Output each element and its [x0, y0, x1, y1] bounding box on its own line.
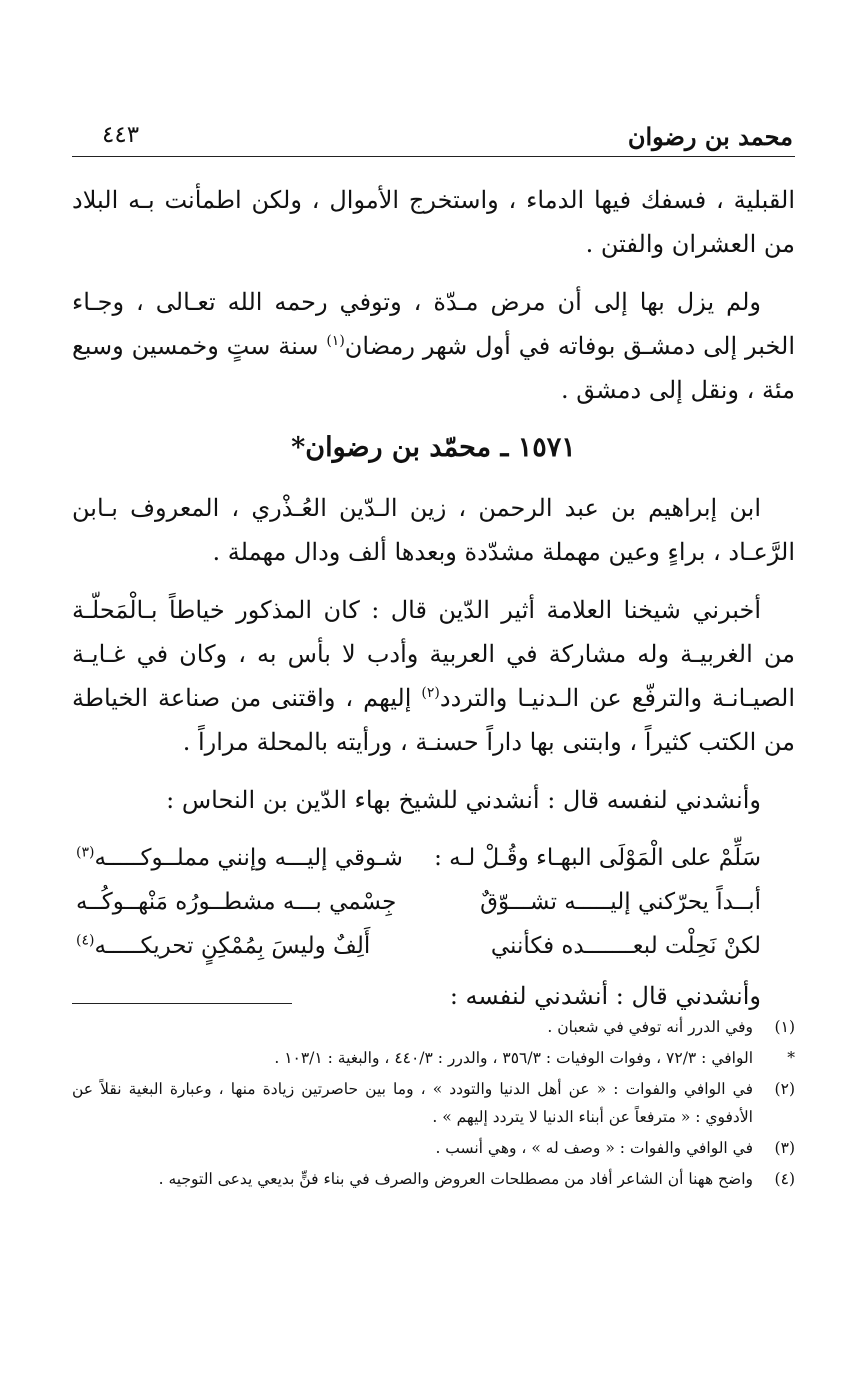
paragraph-text: وأنشدني قال : أنشدني لنفسه : [449, 982, 761, 1010]
footnote-ref-3[interactable]: (٣) [76, 844, 95, 861]
footnote-text: في الوافي والفوات : « عن أهل الدنيا والتودد » ، وما بين حاصرتين زيادة منها ، وعبارة البغية نقلاً عن الأدفوي : « مترفعاً عن أبناء الدنيا لا يتردد إليهم » . [72, 1080, 753, 1126]
hemistich-text: أَلِفٌ وليسَ بِمُمْكِنٍ تحريكـــــه [94, 933, 371, 959]
footnote-ref-1[interactable]: (١) [326, 333, 345, 349]
poem-verses [72, 836, 795, 968]
footnote-marker: * [787, 1049, 795, 1067]
footnote-item [72, 1075, 795, 1131]
footnote-item [72, 1013, 795, 1041]
footnote-text: وفي الدرر أنه توفي في شعبان . [547, 1018, 753, 1036]
verse-second-hemistich [72, 924, 407, 968]
footnote-item [72, 1134, 795, 1162]
footnotes-section [72, 1003, 795, 1196]
running-header [72, 122, 795, 157]
paragraph-text-tail: سنة ستٍ وخمسين وسبع مئة ، ونقل إلى دمشق . [72, 332, 795, 404]
paragraph-text: ولم يزل بها إلى أن مرض مـدّة ، وتوفي رحمه الله تعـالى ، وجـاء الخبر إلى دمشـق بوفاته في أول شهر رمضان [72, 288, 795, 360]
footnote-text: في الوافي والفوات : « وصف له » ، وهي أنسب . [435, 1139, 753, 1157]
main-text [72, 178, 795, 1032]
paragraph-text: وأنشدني لنفسه قال : أنشدني للشيخ بهاء الدّين بن النحاس : [166, 786, 761, 814]
paragraph-text-tail: إليهم ، واقتنى من صناعة الخياطة من الكتب كثيراً ، وابتنى بها داراً حسنـة ، ورأيته بالمحلة مراراً . [72, 684, 795, 756]
verse-line [72, 924, 761, 968]
running-title: محمد بن رضوان [627, 122, 793, 151]
paragraph-recitation-intro [72, 778, 795, 822]
paragraph-death [72, 280, 795, 412]
footnote-item [72, 1165, 795, 1193]
verse-line [72, 880, 761, 924]
book-page [72, 0, 795, 1384]
paragraph-text: ابن إبراهيم بن عبد الرحمن ، زين الـدّين العُـذْري ، المعروف بـابن الرَّعـاد ، براءٍ وعين مهملة مشدّدة وبعدها ألف ودال مهملة . [72, 494, 795, 566]
verse-first-hemistich: أبــداً يحرّكني إليـــــه تشـــوّقٌ [480, 889, 761, 915]
footnote-marker: (٣) [774, 1139, 795, 1157]
footnote-ref-4[interactable]: (٤) [76, 932, 95, 949]
hemistich-text: شـوقي إليـــه وإنني مملــوكـــــه [94, 845, 403, 871]
footnote-divider [72, 1003, 292, 1004]
verse-first-hemistich: سَلِّمْ على الْمَوْلَى البهـاء وقُـلْ لـه : [434, 845, 761, 871]
verse-first-hemistich: لكنْ نَحِلْت لبعـــــــده فكأنني [490, 933, 761, 959]
paragraph-text: القبلية ، فسفك فيها الدماء ، واستخرج الأموال ، ولكن اطمأنت بـه البلاد من العشران والفتن . [72, 186, 795, 258]
footnote-item [72, 1044, 795, 1072]
footnote-marker: (١) [774, 1018, 795, 1036]
footnote-list [72, 1003, 795, 1193]
hemistich-text: جِسْمي بـــه مشطــورُه مَنْهــوكُــه [76, 889, 397, 915]
verse-second-hemistich [72, 836, 407, 880]
paragraph-text: أخبرني شيخنا العلامة أثير الدّين قال : كان المذكور خياطاً بـالْمَحلّـة من الغربيـة وله مشاركة في العربية وأدب لا بأس به ، وكان في غـايـة الصيـانـة والترفّع عن الـدنيـا والتردد [72, 596, 795, 712]
footnote-text: واضح ههنا أن الشاعر أفاد من مصطلحات العروض والصرف في بناء فنٍّ بديعي يدعى التوجيه . [158, 1170, 753, 1188]
paragraph-continuation [72, 178, 795, 266]
verse-second-hemistich [72, 880, 407, 924]
verse-line [72, 836, 761, 880]
footnote-text: الوافي : ٧٢/٣ ، وفوات الوفيات : ٣٥٦/٣ ، والدرر : ٤٤٠/٣ ، والبغية : ١٠٣/١ . [274, 1049, 753, 1067]
footnote-ref-2[interactable]: (٢) [421, 685, 440, 701]
page-number: ٤٤٣ [102, 122, 140, 148]
paragraph-lineage [72, 486, 795, 574]
entry-heading: ١٥٧١ ـ محمّد بن رضوان* [291, 432, 576, 463]
footnote-marker: (٤) [774, 1170, 795, 1188]
paragraph-biography [72, 588, 795, 764]
footnote-marker: (٢) [774, 1080, 795, 1098]
